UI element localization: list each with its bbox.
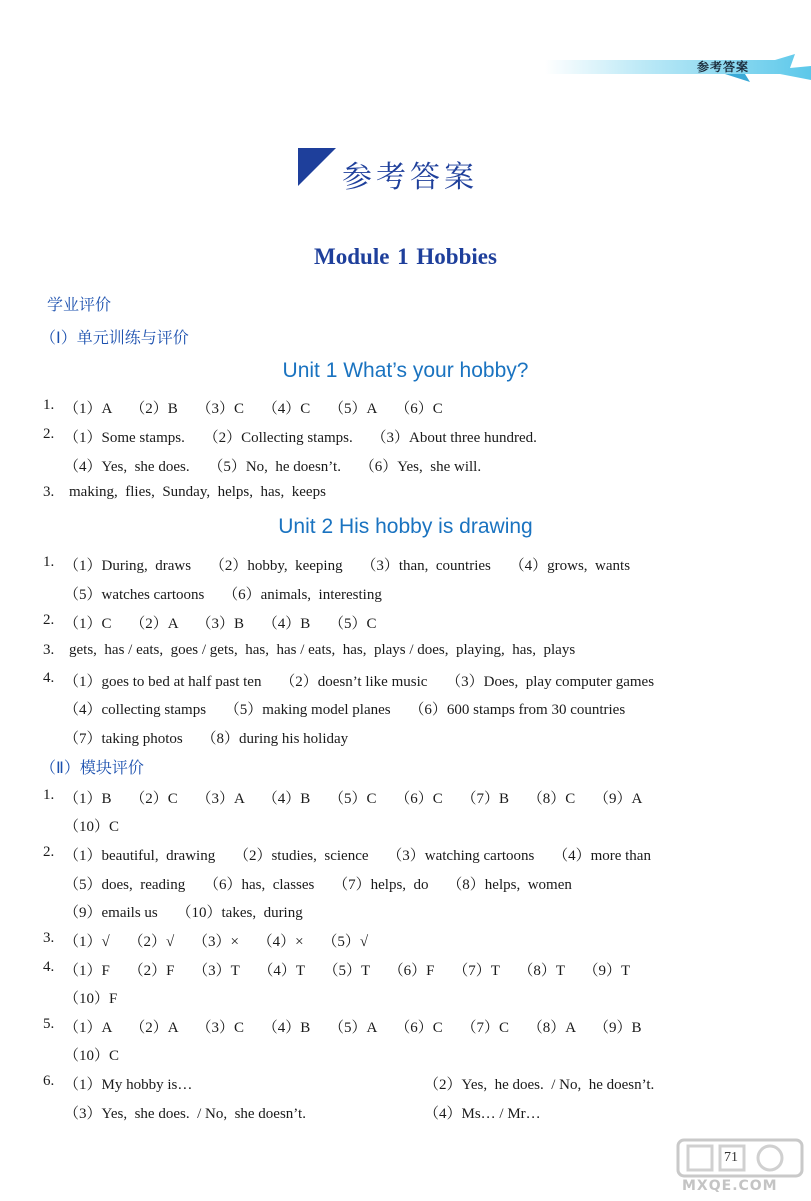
module-q-number: 2. xyxy=(43,844,55,860)
unit1-answer-line: （1）A （2）B （3）C （4）C （5）A （6）C xyxy=(64,401,443,417)
module-answer-line: （1）√ （2）√ （3）× （4）× （5）√ xyxy=(64,934,369,950)
module-q-number: 5. xyxy=(43,1016,55,1032)
module-answer-line: （10）F xyxy=(64,991,118,1007)
module-answer-line: （1）B （2）C （3）A （4）B （5）C （6）C （7）B （8）C （9）A xyxy=(64,791,643,807)
header-ribbon-label: 参考答案 xyxy=(696,60,749,74)
module-answer-line: （9）emails us （10）takes, during xyxy=(64,905,303,921)
unit2-q-number: 2. xyxy=(43,612,55,628)
module-answer-line: （1）F （2）F （3）T （4）T （5）T （6）F （7）T （8）T （9）T xyxy=(64,963,631,979)
watermark-logo xyxy=(676,1138,806,1196)
page-number: 71 xyxy=(724,1150,738,1165)
module-answer-line: （1）beautiful, drawing （2）studies, science （3）watching cartoons （4）more than xyxy=(64,848,651,864)
module-answer-line: （5）does, reading （6）has, classes （7）helps, do （8）helps, women xyxy=(64,877,572,893)
module-q-number: 1. xyxy=(43,787,55,803)
unit2-answer-line: （4）collecting stamps （5）making model planes （6）600 stamps from 30 countries xyxy=(64,702,626,718)
module-answer-line: （3）Yes, she does. / No, she doesn’t. xyxy=(64,1106,306,1122)
module-answer-line: （10）C xyxy=(64,1048,120,1064)
section-heading-unit-training: （Ⅰ）单元训练与评价 xyxy=(40,328,189,347)
unit1-answer-line: （4）Yes, she does. （5）No, he doesn’t. （6）Yes, she will. xyxy=(64,459,482,475)
module-answer-line: （1）A （2）A （3）C （4）B （5）A （6）C （7）C （8）A （9）B xyxy=(64,1020,642,1036)
unit2-answer-line: （1）During, draws （2）hobby, keeping （3）than, countries （4）grows, wants xyxy=(64,558,631,574)
module-q-number: 4. xyxy=(43,959,55,975)
section-heading-xueye: 学业评价 xyxy=(47,295,112,314)
title-triangle-icon xyxy=(298,148,336,186)
unit2-answer-line: （7）taking photos （8）during his holiday xyxy=(64,731,349,747)
module-answer-line: （10）C xyxy=(64,819,120,835)
unit1-answer-line: making, flies, Sunday, helps, has, keeps xyxy=(69,484,326,500)
unit2-title: Unit 2 His hobby is drawing xyxy=(278,515,533,538)
unit2-q-number: 1. xyxy=(43,554,55,570)
module-title: Module 1 Hobbies xyxy=(314,244,497,269)
unit2-answer-line: gets, has / eats, goes / gets, has, has / eats, has, plays / does, playing, has, plays xyxy=(69,642,576,658)
unit1-answer-line: （1）Some stamps. （2）Collecting stamps. （3）About three hundred. xyxy=(64,430,537,446)
module-q-number: 6. xyxy=(43,1073,55,1089)
unit2-q-number: 3. xyxy=(43,642,55,658)
unit2-q-number: 4. xyxy=(43,670,55,686)
section-heading-module-eval: （Ⅱ）模块评价 xyxy=(40,758,144,777)
header-ribbon xyxy=(545,52,811,82)
module-answer-line: （1）My hobby is… xyxy=(64,1077,193,1093)
unit1-q-number: 2. xyxy=(43,426,55,442)
page-title-text: 参考答案 xyxy=(342,160,478,195)
module-answer-line: （2）Yes, he does. / No, he doesn’t. xyxy=(424,1077,655,1093)
module-q-number: 3. xyxy=(43,930,55,946)
unit2-answer-line: （1）C （2）A （3）B （4）B （5）C xyxy=(64,616,377,632)
watermark-text: MXQE.COM xyxy=(682,1178,778,1194)
unit1-q-number: 3. xyxy=(43,484,55,500)
unit1-title: Unit 1 What’s your hobby? xyxy=(282,359,529,382)
unit2-answer-line: （5）watches cartoons （6）animals, interesting xyxy=(64,587,382,603)
unit2-answer-line: （1）goes to bed at half past ten （2）doesn’t like music （3）Does, play computer games xyxy=(64,674,655,690)
module-answer-line: （4）Ms… / Mr… xyxy=(424,1106,541,1122)
unit1-q-number: 1. xyxy=(43,397,55,413)
